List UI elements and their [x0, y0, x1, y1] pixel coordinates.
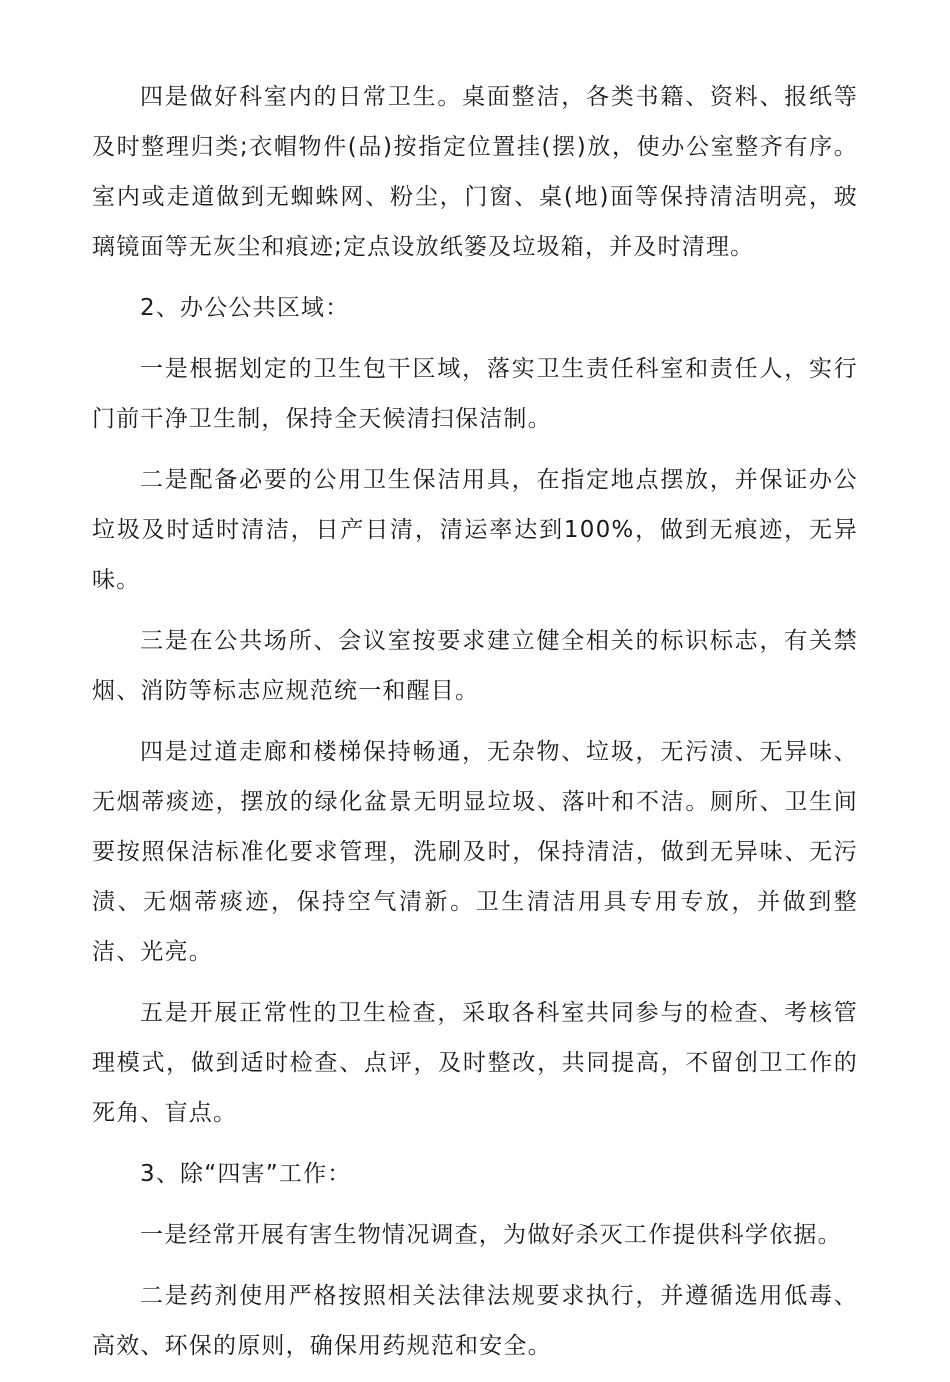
paragraph-four-pests-1: 一是经常开展有害生物情况调查，为做好杀灭工作提供科学依据。 [140, 1222, 842, 1248]
paragraph-public-area-5: 五是开展正常性的卫生检查，采取各科室共同参与的检查、考核管理模式，做到适时检查、点评，及时整改，共同提高，不留创卫工作的死角、盲点。 [92, 1000, 858, 1126]
paragraph-public-area-4: 四是过道走廊和楼梯保持畅通，无杂物、垃圾，无污渍、无异味、无烟蒂痰迹，摆放的绿化盆景无明显垃圾、落叶和不洁。厕所、卫生间要按照保洁标准化要求管理，洗刷及时，保持清洁，做到无异味、无污渍、无烟蒂痰迹，保持空气清新。卫生清洁用具专用专放，并做到整洁、光亮。 [92, 739, 858, 965]
paragraph-office-daily-hygiene: 四是做好科室内的日常卫生。桌面整洁，各类书籍、资料、报纸等及时整理归类;衣帽物件(品)按指定位置挂(摆)放，使办公室整齐有序。室内或走道做到无蜘蛛网、粉尘，门窗、桌(地)面等保持清洁明亮，玻璃镜面等无灰尘和痕迹;定点设放纸篓及垃圾箱，并及时清理。 [92, 84, 858, 260]
paragraph-public-area-1: 一是根据划定的卫生包干区域，落实卫生责任科室和责任人，实行门前干净卫生制，保持全天候清扫保洁制。 [92, 356, 858, 432]
paragraph-public-area-2: 二是配备必要的公用卫生保洁用具，在指定地点摆放，并保证办公垃圾及时适时清洁，日产日清，清运率达到100%，做到无痕迹，无异味。 [92, 467, 858, 593]
document-body [92, 72, 858, 1382]
paragraph-public-area-3: 三是在公共场所、会议室按要求建立健全相关的标识标志，有关禁烟、消防等标志应规范统一和醒目。 [92, 628, 858, 704]
heading-four-pests: 3、除“四害”工作： [140, 1161, 352, 1187]
paragraph-four-pests-2: 二是药剂使用严格按照相关法律法规要求执行，并遵循选用低毒、高效、环保的原则，确保用药规范和安全。 [92, 1283, 858, 1359]
heading-public-area: 2、办公公共区域： [140, 295, 350, 321]
